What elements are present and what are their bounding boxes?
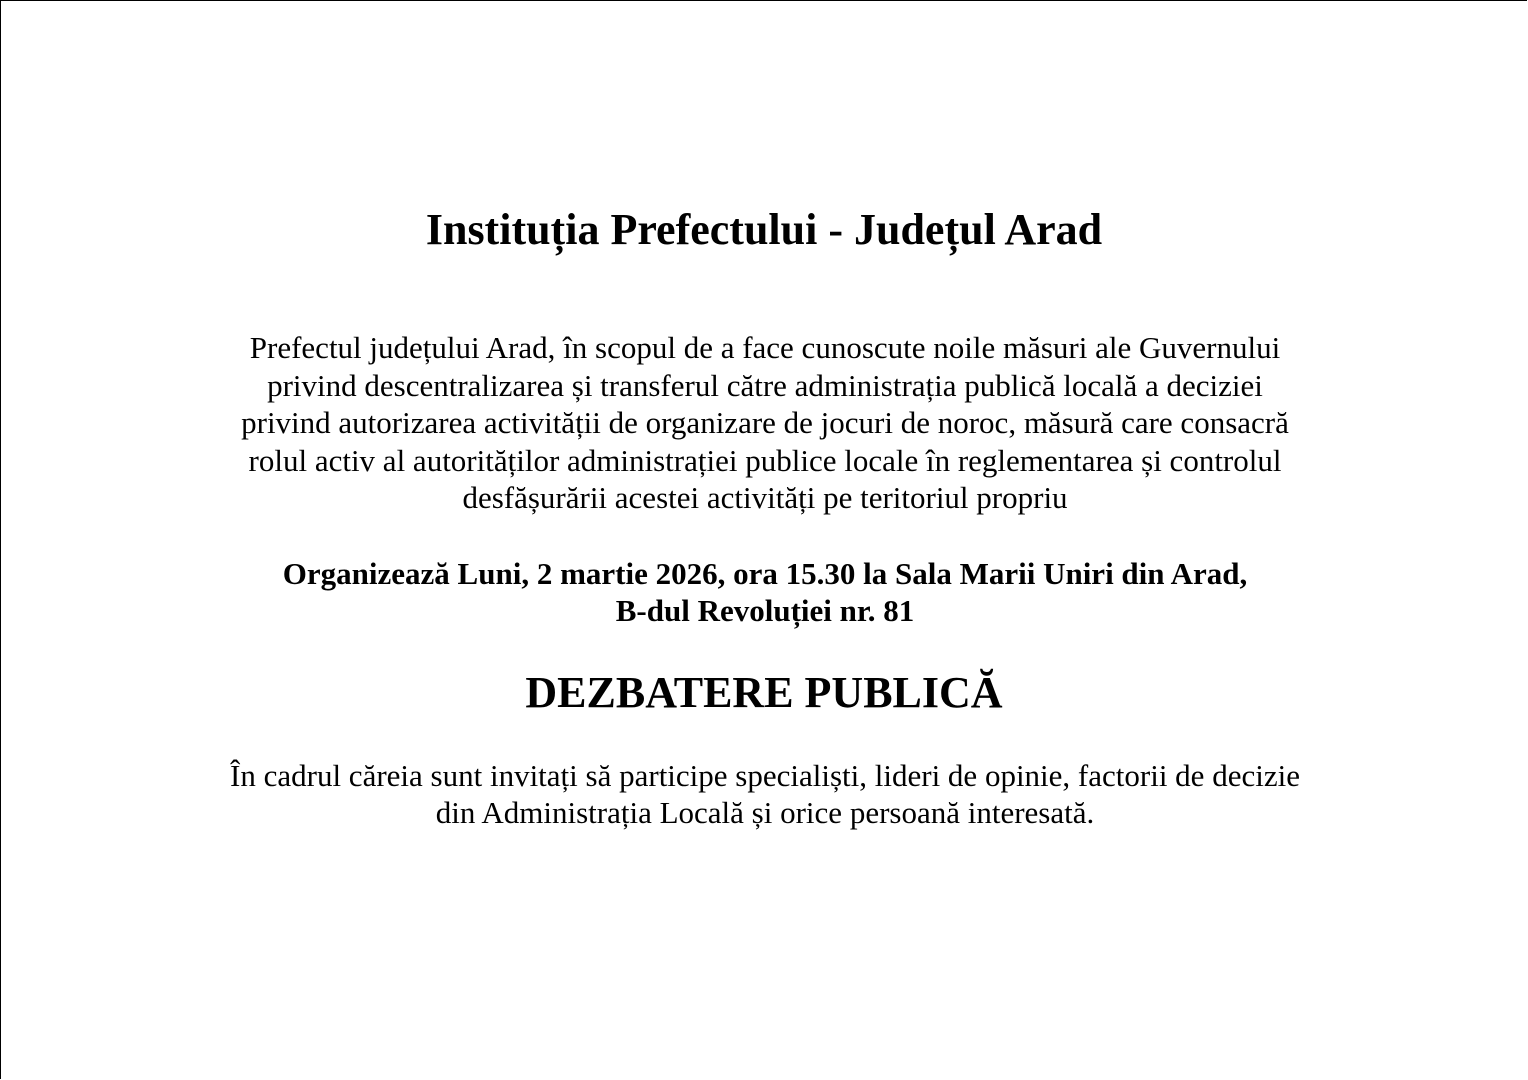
intro-line: rolul activ al autorităților administrației publice locale în reglementarea și controlul xyxy=(248,442,1282,478)
event-details xyxy=(201,555,1329,629)
invite-paragraph xyxy=(151,757,1379,831)
intro-line: privind autorizarea activității de organizare de jocuri de noroc, măsură care consacră xyxy=(241,405,1289,440)
invite-line: În cadrul căreia sunt invitați să participe specialiști, lideri de opinie, factorii de decizie xyxy=(230,758,1300,793)
event-line: B-dul Revoluției nr. 81 xyxy=(615,593,915,628)
intro-line: Prefectul județului Arad, în scopul de a face cunoscute noile măsuri ale Guvernului xyxy=(249,330,1281,365)
intro-line: desfășurării acestei activități pe teritoriul propriu xyxy=(462,480,1068,515)
intro-line: privind descentralizarea și transferul către administrația publică locală a deciziei xyxy=(267,367,1263,403)
intro-paragraph xyxy=(201,329,1329,517)
event-line: Organizează Luni, 2 martie 2026, ora 15.30 la Sala Marii Uniri din Arad, xyxy=(282,556,1248,591)
document-title: Instituția Prefectului - Județul Arad xyxy=(425,205,1103,254)
invite-line: din Administrația Locală și orice persoană interesată. xyxy=(435,795,1095,830)
event-heading: DEZBATERE PUBLICĂ xyxy=(525,668,1003,717)
